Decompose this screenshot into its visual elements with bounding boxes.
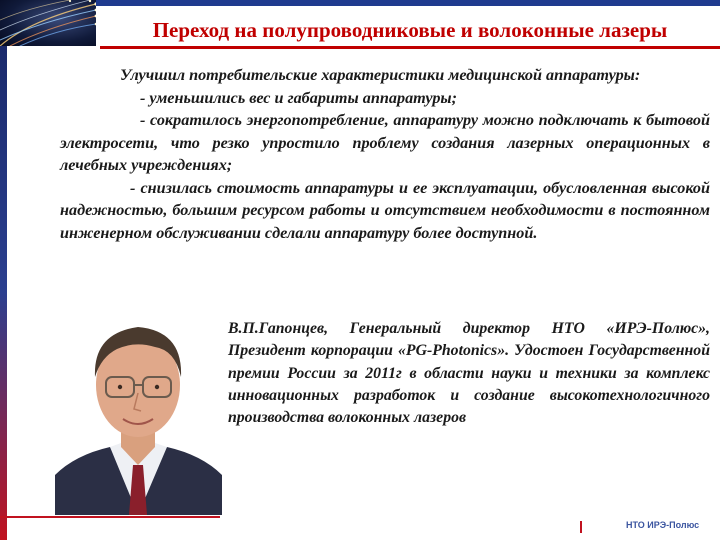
bottom-accent-bar [0,516,220,518]
paragraph-cost: - снизилась стоимость аппаратуры и ее эксплуатации, обусловленная высокой надежностью, большим ресурсом работы и отсутствием необходимости в постоянном инженерном обслуживании сделали аппаратуру более доступной. [60,178,710,242]
footer-logo: НТО ИРЭ-Полюс [626,520,700,530]
paragraph-power: - сократилось энергопотребление, аппаратуру можно подключать к бытовой электросети, что резко упростило проблему создания лазерных операционных в лечебных учреждениях; [60,111,710,174]
fiber-optic-corner-image [0,0,96,46]
paragraph-intro: Улучшил потребительские характеристики медицинской аппаратуры: [120,66,641,84]
body-text [60,64,710,244]
portrait-photo [55,305,222,515]
footer-mark [580,521,582,533]
left-accent-band [0,46,7,540]
title-underline [100,46,720,49]
portrait-caption: В.П.Гапонцев, Генеральный директор НТО «ИРЭ-Полюс», Президент корпорации «PG-Photonics». Удостоен Государственной премии России за 2011г в области науки и техники за комплекс инновационных разработок и создание высокотехнологичного производства волоконных лазеров [228,320,710,427]
slide-title: Переход на полупроводниковые и волоконные лазеры [152,18,668,42]
paragraph-weight: - уменьшились вес и габариты аппаратуры; [140,88,458,107]
top-rule [96,0,720,6]
